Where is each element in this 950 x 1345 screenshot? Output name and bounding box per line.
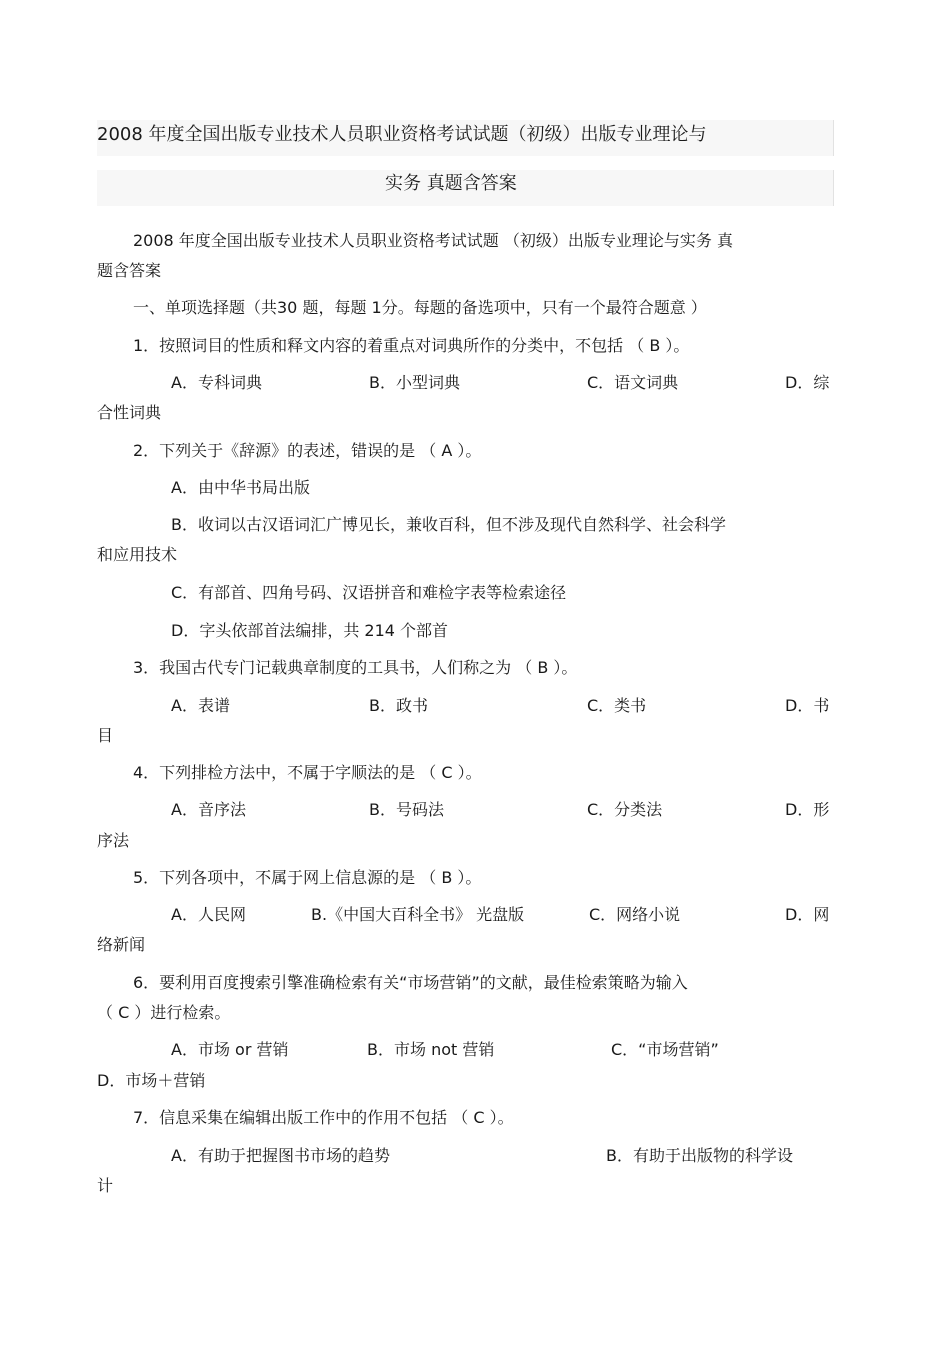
question-5-option-a: A．人民网 xyxy=(171,905,246,924)
question-6-stem-wrap: （ C ）进行检索。 xyxy=(97,1003,231,1022)
question-3-option-c: C．类书 xyxy=(587,696,647,715)
question-3-option-a: A．表谱 xyxy=(171,696,230,715)
intro-line2: 题含答案 xyxy=(97,261,162,280)
question-1-option-a: A．专科词典 xyxy=(171,373,262,392)
question-3-option-b: B．政书 xyxy=(369,696,428,715)
question-2-option-c: C．有部首、四角号码、汉语拼音和难检字表等检索途径 xyxy=(171,583,567,602)
question-4-option-c: C．分类法 xyxy=(587,800,663,819)
question-1-option-c: C．语文词典 xyxy=(587,373,679,392)
question-5-stem: 5．下列各项中，不属于网上信息源的是 （ B ）。 xyxy=(133,868,482,887)
question-4-wrap: 序法 xyxy=(97,831,130,850)
question-6-option-a: A．市场 or 营销 xyxy=(171,1040,289,1059)
document-title-line2: 实务 真题含答案 xyxy=(385,173,517,194)
question-2-option-a: A．由中华书局出版 xyxy=(171,478,310,497)
question-7-option-b: B．有助于出版物的科学设 xyxy=(606,1146,793,1165)
section-heading: 一、单项选择题（共30 题，每题 1分。每题的备选项中，只有一个最符合题意 ） xyxy=(133,298,707,317)
question-1-option-b: B．小型词典 xyxy=(369,373,460,392)
question-7-option-a: A．有助于把握图书市场的趋势 xyxy=(171,1146,390,1165)
question-6-option-b: B．市场 not 营销 xyxy=(367,1040,495,1059)
question-6-option-c: C．“市场营销” xyxy=(611,1040,719,1059)
question-2-stem: 2．下列关于《辞源》的表述，错误的是 （ A ）。 xyxy=(133,441,482,460)
question-4-stem: 4．下列排检方法中，不属于字顺法的是 （ C ）。 xyxy=(133,763,482,782)
question-5-option-c: C．网络小说 xyxy=(589,905,681,924)
document-title-line1: 2008 年度全国出版专业技术人员职业资格考试试题（初级）出版专业理论与 xyxy=(97,124,707,145)
question-1-stem: 1．按照词目的性质和释文内容的着重点对词典所作的分类中，不包括 （ B ）。 xyxy=(133,336,690,355)
question-4-option-d: D．形 xyxy=(785,800,830,819)
question-3-option-d: D．书 xyxy=(785,696,830,715)
question-3-wrap: 目 xyxy=(97,726,114,745)
intro-line1: 2008 年度全国出版专业技术人员职业资格考试试题 （初级）出版专业理论与实务 真 xyxy=(133,231,733,250)
question-5-wrap: 络新闻 xyxy=(97,935,146,954)
question-2-option-b: B．收词以古汉语词汇广博见长，兼收百科，但不涉及现代自然科学、社会科学 xyxy=(171,515,726,534)
question-2-option-d: D．字头依部首法编排，共 214 个部首 xyxy=(171,621,449,640)
question-2-wrap: 和应用技术 xyxy=(97,545,178,564)
question-6-stem: 6．要利用百度搜索引擎准确检索有关“市场营销”的文献，最佳检索策略为输入 xyxy=(133,973,688,992)
question-5-option-d: D．网 xyxy=(785,905,830,924)
question-1-option-d: D．综 xyxy=(785,373,830,392)
question-4-option-a: A．音序法 xyxy=(171,800,246,819)
question-7-stem: 7．信息采集在编辑出版工作中的作用不包括 （ C ）。 xyxy=(133,1108,514,1127)
question-1-wrap: 合性词典 xyxy=(97,403,162,422)
question-3-stem: 3．我国古代专门记载典章制度的工具书，人们称之为 （ B ）。 xyxy=(133,658,578,677)
question-7-wrap: 计 xyxy=(97,1176,114,1195)
question-6-option-d: D．市场＋营销 xyxy=(97,1071,206,1090)
question-4-option-b: B．号码法 xyxy=(369,800,444,819)
question-5-option-b: B.《中国大百科全书》 光盘版 xyxy=(311,905,525,924)
